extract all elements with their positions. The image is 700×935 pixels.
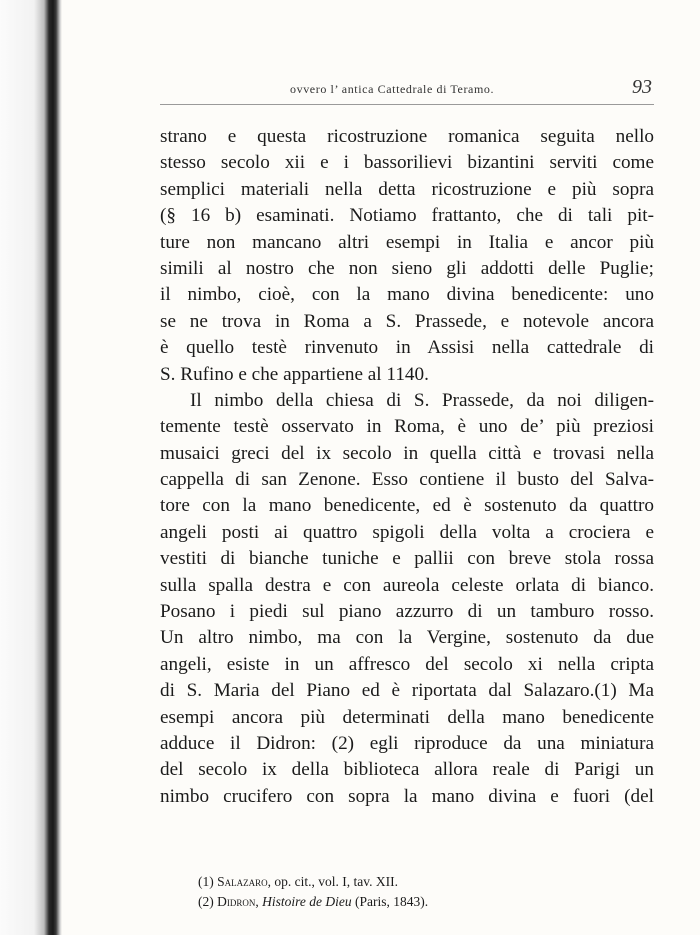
footnote-title: Histoire de Dieu (262, 894, 352, 909)
footnotes (198, 872, 638, 912)
text-line: angeli posti ai quattro spigoli della volta a crociera e (160, 521, 654, 543)
page-header (160, 76, 654, 102)
text-line: stesso secolo xii e i bassorilievi bizantini serviti come (160, 152, 654, 174)
text-line: (§ 16 b) esaminati. Notiamo frattanto, che di tali pit- (160, 205, 654, 227)
text-line: vestiti di bianche tuniche e pallii con breve stola rossa (160, 548, 654, 570)
footnote-author: Didron (217, 894, 256, 909)
text-line: è quello testè rinvenuto in Assisi nella cattedrale di (160, 337, 654, 359)
text-line: Posano i piedi sul piano azzurro di un tamburo rosso. (160, 601, 654, 623)
text-line: temente testè osservato in Roma, è uno de’ più preziosi (160, 416, 654, 438)
page-number: 93 (632, 76, 652, 98)
text-line: del secolo ix della biblioteca allora reale di Parigi un (160, 759, 654, 781)
text-line: di S. Maria del Piano ed è riportata dal Salazaro.(1) Ma (160, 680, 654, 702)
text-line: se ne trova in Roma a S. Prassede, e notevole ancora (160, 310, 654, 332)
header-rule (160, 104, 654, 105)
text-line: Un altro nimbo, ma con la Vergine, sostenuto da due (160, 627, 654, 649)
text-line: angeli, esiste in un affresco del secolo xi nella cripta (160, 653, 654, 675)
text-line: il nimbo, cioè, con la mano divina benedicente: uno (160, 284, 654, 306)
text-line: esempi ancora più determinati della mano benedicente (160, 706, 654, 728)
body-text (160, 124, 654, 810)
footnote-marker: (2) (198, 894, 214, 909)
text-line: musaici greci del ix secolo in quella città e trovasi nella (160, 442, 654, 464)
footnote-2 (198, 892, 638, 912)
footnote-citation: (Paris, 1843). (351, 894, 429, 909)
text-line: ture non mancano altri esempi in Italia e ancor più (160, 231, 654, 253)
text-line: nimbo crucifero con sopra la mano divina e fuori (del (160, 785, 654, 807)
text-line: simili al nostro che non sieno gli addotti delle Puglie; (160, 257, 654, 279)
text-line: cappella di san Zenone. Esso contiene il busto del Salva- (160, 469, 654, 491)
text-line: tore con la mano benedicente, ed è sostenuto da quattro (160, 495, 654, 517)
footnote-marker: (1) (198, 874, 214, 889)
running-title: ovvero l’ antica Cattedrale di Teramo. (290, 82, 495, 96)
text-line: sulla spalla destra e con aureola celeste orlata di bianco. (160, 574, 654, 596)
text-line-paragraph-start: Il nimbo della chiesa di S. Prassede, da noi diligen- (190, 389, 654, 411)
footnote-separator: , (255, 894, 263, 909)
book-spine-gutter (0, 0, 62, 935)
text-line: semplici materiali nella detta ricostruzione e più sopra (160, 178, 654, 200)
footnote-citation: , op. cit., vol. I, tav. XII. (267, 874, 398, 889)
text-line: strano e questa ricostruzione romanica seguita nello (160, 126, 654, 147)
footnote-author: Salazaro (217, 874, 268, 889)
text-line-paragraph-end: S. Rufino e che appartiene al 1140. (160, 363, 429, 385)
text-line: adduce il Didron: (2) egli riproduce da una miniatura (160, 732, 654, 754)
footnote-1 (198, 872, 638, 892)
